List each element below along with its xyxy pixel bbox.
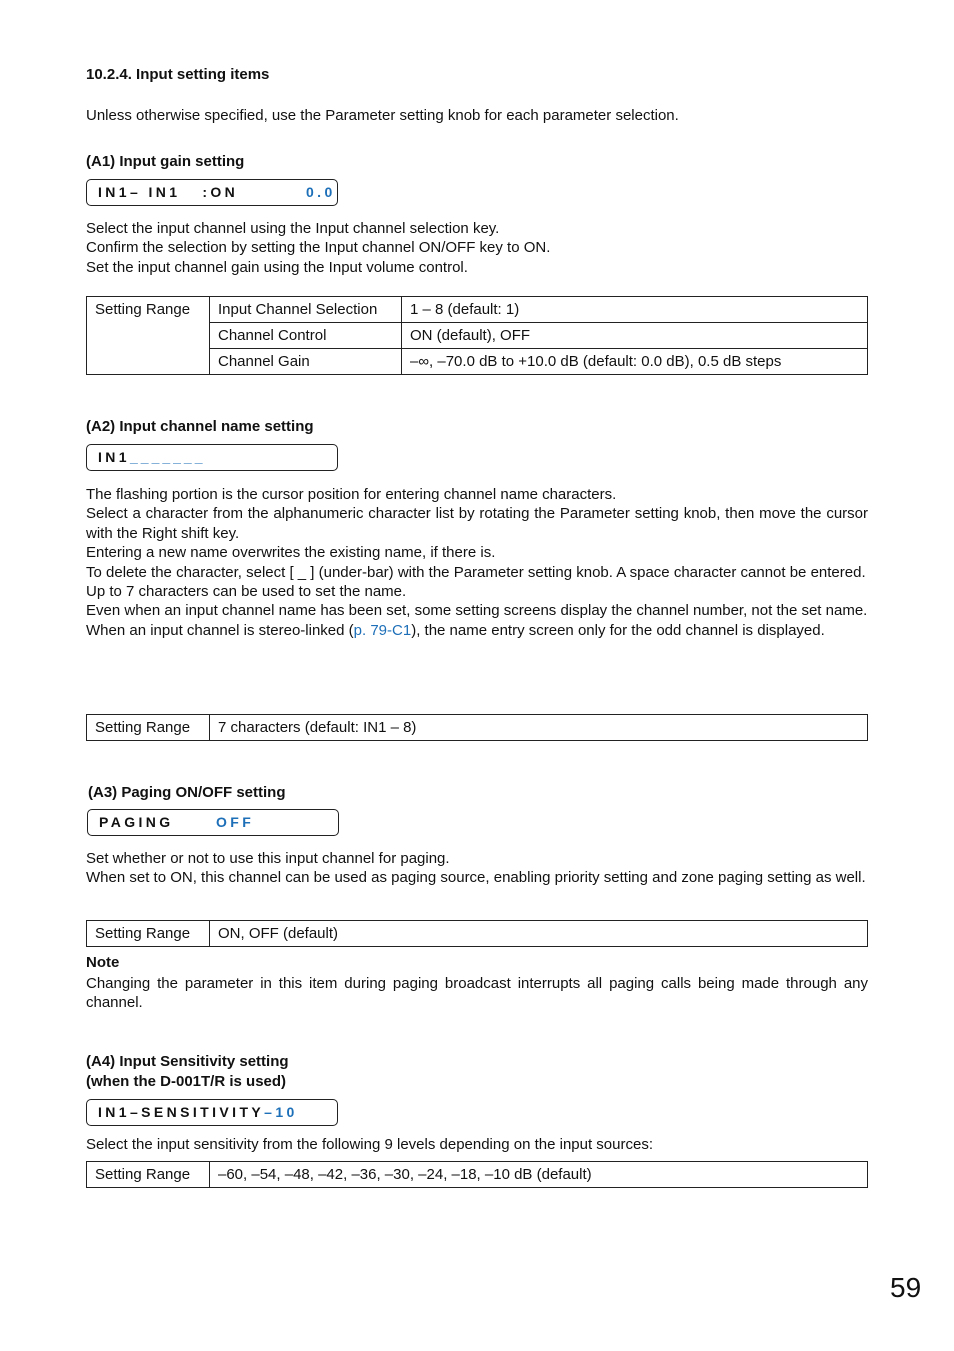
value-cell: ON (default), OFF bbox=[402, 323, 868, 349]
intro-text: Unless otherwise specified, use the Parameter setting knob for each parameter selection. bbox=[86, 107, 679, 124]
a2-lcd-cursor: _______ bbox=[130, 449, 206, 465]
a2-line: Up to 7 characters can be used to set the name. bbox=[86, 583, 407, 601]
a3-line: When set to ON, this channel can be used as paging source, enabling priority setting and zone paging setting as well. bbox=[86, 869, 866, 887]
a4-subheading: (when the D-001T/R is used) bbox=[86, 1073, 287, 1090]
item-cell: Channel Gain bbox=[210, 349, 402, 375]
a4-description: Select the input sensitivity from the following 9 levels depending on the input sources: bbox=[86, 1136, 653, 1153]
item-cell: Input Channel Selection bbox=[210, 297, 402, 323]
a3-description bbox=[86, 849, 868, 888]
a1-setting-range-table bbox=[86, 296, 868, 375]
value-cell: –60, –54, –48, –42, –36, –30, –24, –18, –10 dB (default) bbox=[210, 1162, 868, 1188]
a2-line: To delete the character, select [ _ ] (under-bar) with the Parameter setting knob. A space character cannot be entered. bbox=[86, 563, 866, 581]
a2-setting-range-table bbox=[86, 714, 868, 741]
a1-line: Set the input channel gain using the Input volume control. bbox=[86, 258, 468, 276]
a4-lcd-text: IN1–SENSITIVITY bbox=[98, 1104, 265, 1120]
a2-stereo-text: When an input channel is stereo-linked ( bbox=[86, 621, 354, 639]
a2-description bbox=[86, 485, 868, 640]
a2-line: Even when an input channel name has been set, some setting screens display the channel number, not the set name. bbox=[86, 602, 868, 620]
page-reference-link[interactable]: p. 79-C1 bbox=[353, 621, 412, 639]
a1-line: Confirm the selection by setting the Input channel ON/OFF key to ON. bbox=[86, 239, 551, 257]
a4-heading: (A4) Input Sensitivity setting bbox=[86, 1053, 289, 1070]
page-number: 59 bbox=[890, 1272, 922, 1303]
note-text: Changing the parameter in this item during paging broadcast interrupts all paging calls being made through any channel. bbox=[86, 975, 868, 1012]
range-header-cell: Setting Range bbox=[87, 297, 210, 375]
a3-line: Set whether or not to use this input channel for paging. bbox=[86, 850, 450, 867]
a4-setting-range-table bbox=[86, 1161, 868, 1188]
note-label: Note bbox=[86, 954, 120, 971]
a1-lcd-value: 0.0 bbox=[306, 184, 336, 200]
a2-stereo-text-end: ), the name entry screen only for the odd channel is displayed. bbox=[411, 621, 825, 639]
a1-line: Select the input channel using the Input channel selection key. bbox=[86, 220, 500, 237]
a2-stereo-line bbox=[86, 621, 868, 640]
a2-heading: (A2) Input channel name setting bbox=[86, 418, 314, 435]
a2-line: The flashing portion is the cursor position for entering channel name characters. bbox=[86, 486, 617, 503]
a2-line: Entering a new name overwrites the existing name, if there is. bbox=[86, 544, 496, 562]
a1-description bbox=[86, 219, 868, 277]
a2-line: Select a character from the alphanumeric character list by rotating the Parameter setting knob, then move the cursor with the Right shift key. bbox=[86, 505, 868, 542]
a2-lcd-text: IN1 bbox=[98, 449, 130, 465]
a4-lcd-display bbox=[86, 1099, 338, 1126]
value-cell: 1 – 8 (default: 1) bbox=[402, 297, 868, 323]
a1-lcd-text: IN1– IN1 :ON bbox=[98, 184, 239, 200]
section-title: 10.2.4. Input setting items bbox=[86, 66, 270, 83]
table-row bbox=[87, 1162, 868, 1188]
value-cell: ON, OFF (default) bbox=[210, 921, 868, 947]
note-text-block bbox=[86, 974, 868, 1013]
a1-heading: (A1) Input gain setting bbox=[86, 153, 245, 170]
a4-lcd-value: –10 bbox=[264, 1104, 298, 1120]
table-row bbox=[87, 921, 868, 947]
a3-lcd-value: OFF bbox=[216, 814, 255, 830]
range-header-cell: Setting Range bbox=[87, 1162, 210, 1188]
value-cell: 7 characters (default: IN1 – 8) bbox=[210, 715, 868, 741]
range-header-cell: Setting Range bbox=[87, 921, 210, 947]
a3-lcd-display bbox=[87, 809, 339, 836]
a3-setting-range-table bbox=[86, 920, 868, 947]
a3-heading: (A3) Paging ON/OFF setting bbox=[88, 784, 286, 801]
a3-lcd-text: PAGING bbox=[99, 814, 174, 830]
a1-lcd-display bbox=[86, 179, 338, 206]
item-cell: Channel Control bbox=[210, 323, 402, 349]
a2-lcd-display bbox=[86, 444, 338, 471]
table-row bbox=[87, 297, 868, 323]
range-header-cell: Setting Range bbox=[87, 715, 210, 741]
value-cell: –∞, –70.0 dB to +10.0 dB (default: 0.0 dB), 0.5 dB steps bbox=[402, 349, 868, 375]
table-row bbox=[87, 715, 868, 741]
